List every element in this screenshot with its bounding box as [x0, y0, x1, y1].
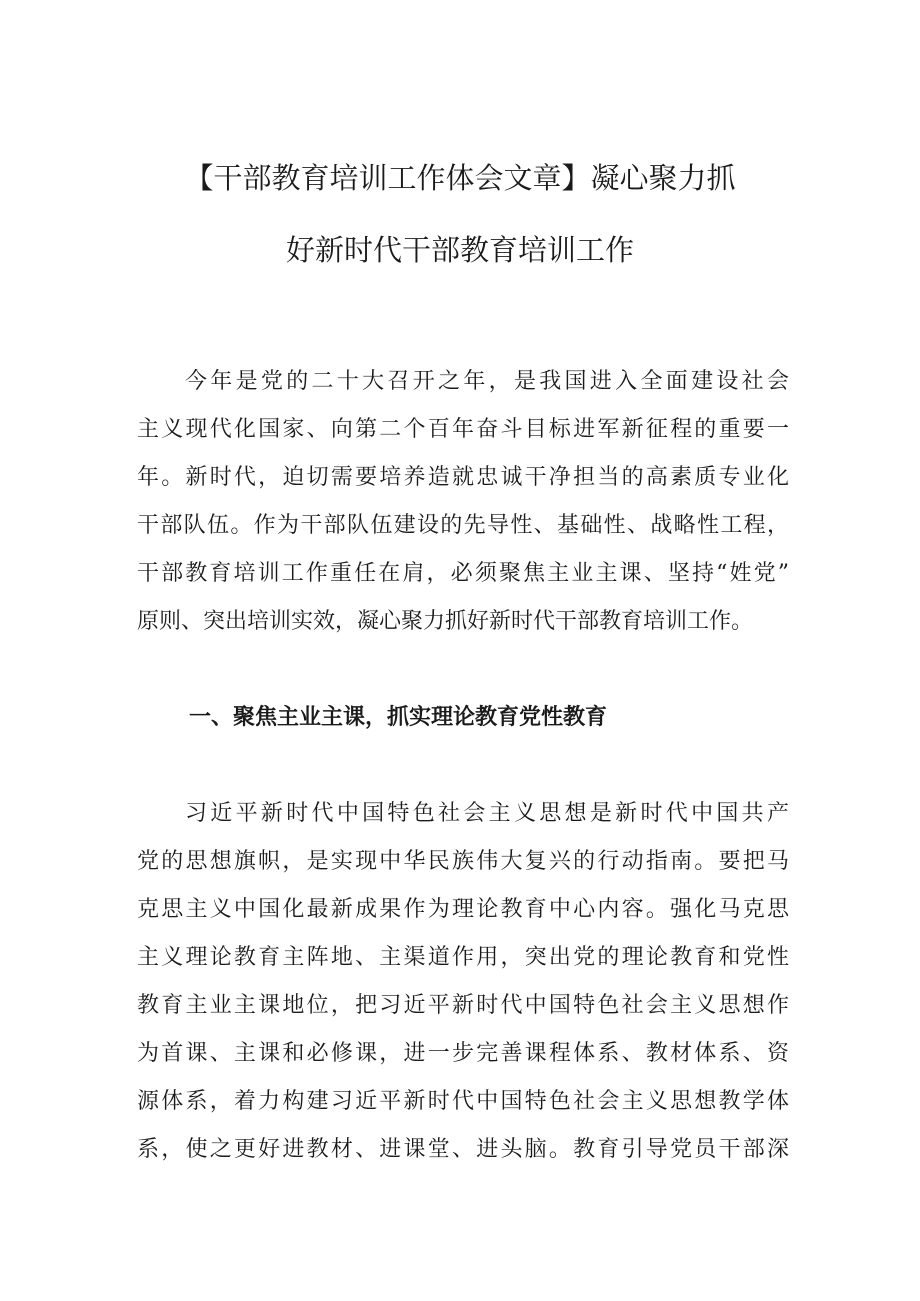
intro-paragraph — [137, 358, 789, 646]
paragraph-line: 教育主业主课地位，把习近平新时代中国特色社会主义思想作 — [137, 993, 789, 1018]
paragraph-line: 原则、突出培训实效，凝心聚力抓好新时代干部教育培训工作。 — [137, 609, 754, 634]
paragraph-line: 克思主义中国化最新成果作为理论教育中心内容。强化马克思 — [137, 897, 789, 922]
paragraph-line: 主义理论教育主阵地、主渠道作用，突出党的理论教育和党性 — [137, 945, 789, 970]
document-title-line-1: 【干部教育培训工作体会文章】凝心聚力抓 — [184, 161, 736, 195]
paragraph-line: 源体系，着力构建习近平新时代中国特色社会主义思想教学体 — [137, 1089, 789, 1114]
section-heading-1: 一、聚焦主业主课，抓实理论教育党性教育 — [189, 705, 608, 730]
paragraph-line: 今年是党的二十大召开之年，是我国进入全面建设社会 — [185, 369, 789, 394]
document-title-line-2: 好新时代干部教育培训工作 — [285, 233, 634, 267]
paragraph-line: 党的思想旗帜，是实现中华民族伟大复兴的行动指南。要把马 — [137, 849, 789, 874]
paragraph-line: 为首课、主课和必修课，进一步完善课程体系、教材体系、资 — [137, 1041, 789, 1066]
paragraph-line: 年。新时代，迫切需要培养造就忠诚干净担当的高素质专业化 — [137, 465, 789, 490]
paragraph-line: 干部教育培训工作重任在肩，必须聚焦主业主课、坚持“姓党” — [137, 561, 789, 586]
section-1-paragraph — [137, 790, 789, 1174]
paragraph-line: 主义现代化国家、向第二个百年奋斗目标进军新征程的重要一 — [137, 417, 789, 442]
paragraph-line: 习近平新时代中国特色社会主义思想是新时代中国共产 — [185, 801, 789, 826]
paragraph-line: 干部队伍。作为干部队伍建设的先导性、基础性、战略性工程， — [137, 513, 789, 538]
paragraph-line: 系，使之更好进教材、进课堂、进头脑。教育引导党员干部深 — [137, 1137, 789, 1162]
